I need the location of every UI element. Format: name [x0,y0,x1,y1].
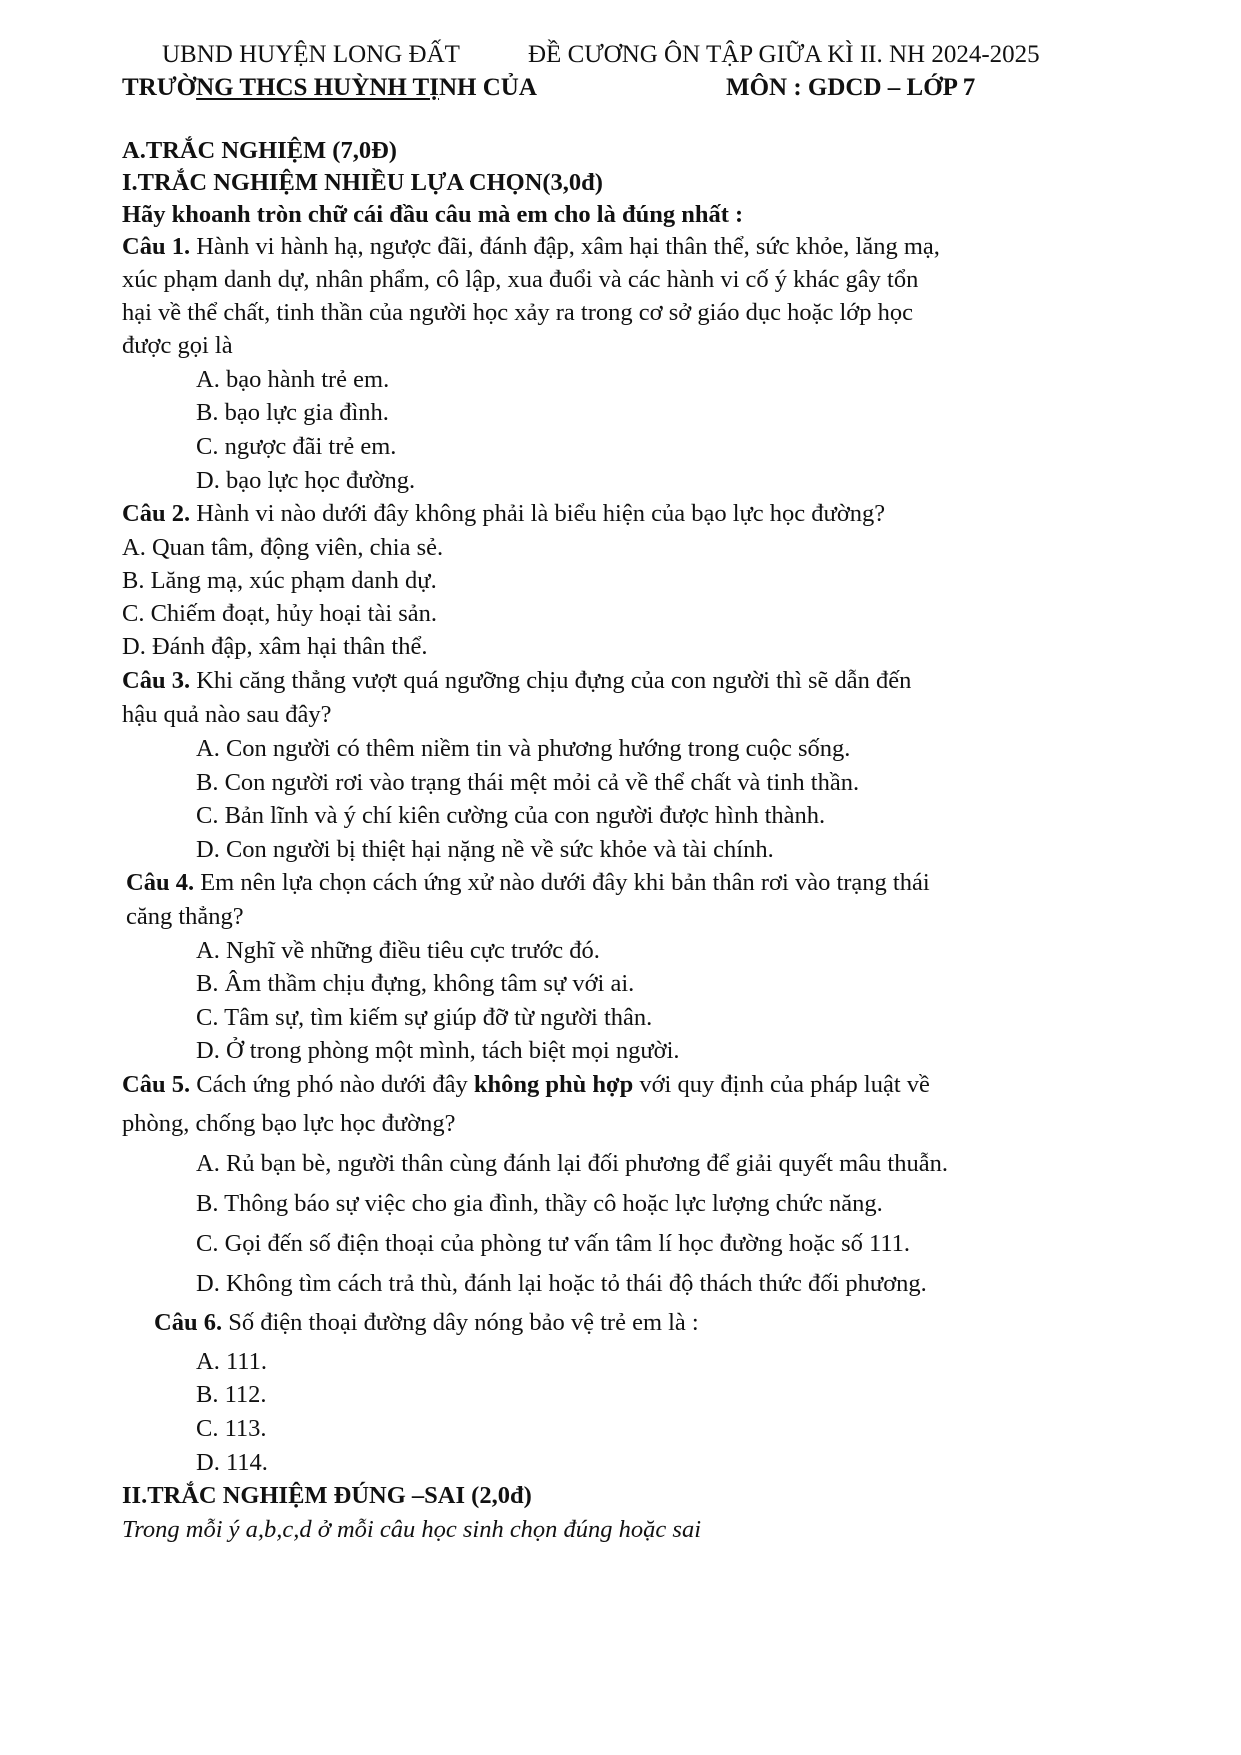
question-3-option-c: C. Bản lĩnh và ý chí kiên cường của con người được hình thành. [196,802,826,829]
question-4-option-b: B. Âm thầm chịu đựng, không tâm sự với ai. [196,970,635,997]
question-2-option-a: A. Quan tâm, động viên, chia sẻ. [122,534,444,561]
question-2-option-c: C. Chiếm đoạt, hủy hoại tài sản. [122,600,438,627]
question-5-option-a: A. Rủ bạn bè, người thân cùng đánh lại đối phương để giải quyết mâu thuẫn. [196,1150,948,1177]
question-4-option-d: D. Ở trong phòng một mình, tách biệt mọi người. [196,1037,680,1064]
question-1-line: xúc phạm danh dự, nhân phẩm, cô lập, xua đuổi và các hành vi cố ý khác gây tổn [122,266,919,293]
question-1-option-a: A. bạo hành trẻ em. [196,366,390,393]
question-4-option-c: C. Tâm sự, tìm kiếm sự giúp đỡ từ người thân. [196,1004,653,1031]
question-6-option-c: C. 113. [196,1415,267,1442]
question-4: Câu 4. Em nên lựa chọn cách ứng xử nào dưới đây khi bản thân rơi vào trạng thái [126,869,930,896]
question-3-option-a: A. Con người có thêm niềm tin và phương hướng trong cuộc sống. [196,735,851,762]
question-6-option-b: B. 112. [196,1381,267,1408]
question-1-line: hại về thể chất, tinh thần của người học xảy ra trong cơ sở giáo dục hoặc lớp học [122,299,914,326]
question-1-line: được gọi là [122,332,233,359]
question-2-option-b: B. Lăng mạ, xúc phạm danh dự. [122,567,437,594]
section-1-instruction: Hãy khoanh tròn chữ cái đầu câu mà em cho là đúng nhất : [122,201,744,228]
part-a-title: A.TRẮC NGHIỆM (7,0Đ) [122,137,397,164]
question-1-option-b: B. bạo lực gia đình. [196,399,389,426]
question-4-option-a: A. Nghĩ về những điều tiêu cực trước đó. [196,937,600,964]
question-5-option-c: C. Gọi đến số điện thoại của phòng tư vấn tâm lí học đường hoặc số 111. [196,1230,911,1257]
question-6-option-a: A. 111. [196,1348,267,1375]
school-name: TRƯỜNG THCS HUỲNH TỊNH CỦA [122,74,537,101]
question-4-line: căng thẳng? [126,903,244,930]
question-3-line: hậu quả nào sau đây? [122,701,332,728]
question-6-option-d: D. 114. [196,1449,268,1476]
section-2-title: II.TRẮC NGHIỆM ĐÚNG –SAI (2,0đ) [122,1482,532,1509]
question-3-option-b: B. Con người rơi vào trạng thái mệt mỏi cả về thể chất và tinh thần. [196,769,860,796]
question-2: Câu 2. Hành vi nào dưới đây không phải là biểu hiện của bạo lực học đường? [122,500,886,527]
district-committee: UBND HUYỆN LONG ĐẤT [162,41,460,68]
question-1-option-d: D. bạo lực học đường. [196,467,416,494]
question-5: Câu 5. Cách ứng phó nào dưới đây không phù hợp với quy định của pháp luật về [122,1071,930,1098]
section-1-title: I.TRẮC NGHIỆM NHIỀU LỰA CHỌN(3,0đ) [122,169,603,196]
question-3: Câu 3. Khi căng thẳng vượt quá ngưỡng chịu đựng của con người thì sẽ dẫn đến [122,667,912,694]
subject-grade: MÔN : GDCD – LỚP 7 [726,74,976,101]
question-1-option-c: C. ngược đãi trẻ em. [196,433,397,460]
section-2-instruction: Trong mỗi ý a,b,c,d ở mỗi câu học sinh chọn đúng hoặc sai [122,1516,702,1543]
question-1: Câu 1. Hành vi hành hạ, ngược đãi, đánh đập, xâm hại thân thể, sức khỏe, lăng mạ, [122,233,940,260]
question-6: Câu 6. Số điện thoại đường dây nóng bảo vệ trẻ em là : [154,1309,699,1336]
question-5-line: phòng, chống bạo lực học đường? [122,1110,456,1137]
question-5-option-b: B. Thông báo sự việc cho gia đình, thầy cô hoặc lực lượng chức năng. [196,1190,883,1217]
question-2-option-d: D. Đánh đập, xâm hại thân thể. [122,633,428,660]
question-3-option-d: D. Con người bị thiệt hại nặng nề về sức khỏe và tài chính. [196,836,774,863]
question-5-option-d: D. Không tìm cách trả thù, đánh lại hoặc tỏ thái độ thách thức đối phương. [196,1270,927,1297]
document-title: ĐỀ CƯƠNG ÔN TẬP GIỮA KÌ II. NH 2024-2025 [528,41,1040,68]
